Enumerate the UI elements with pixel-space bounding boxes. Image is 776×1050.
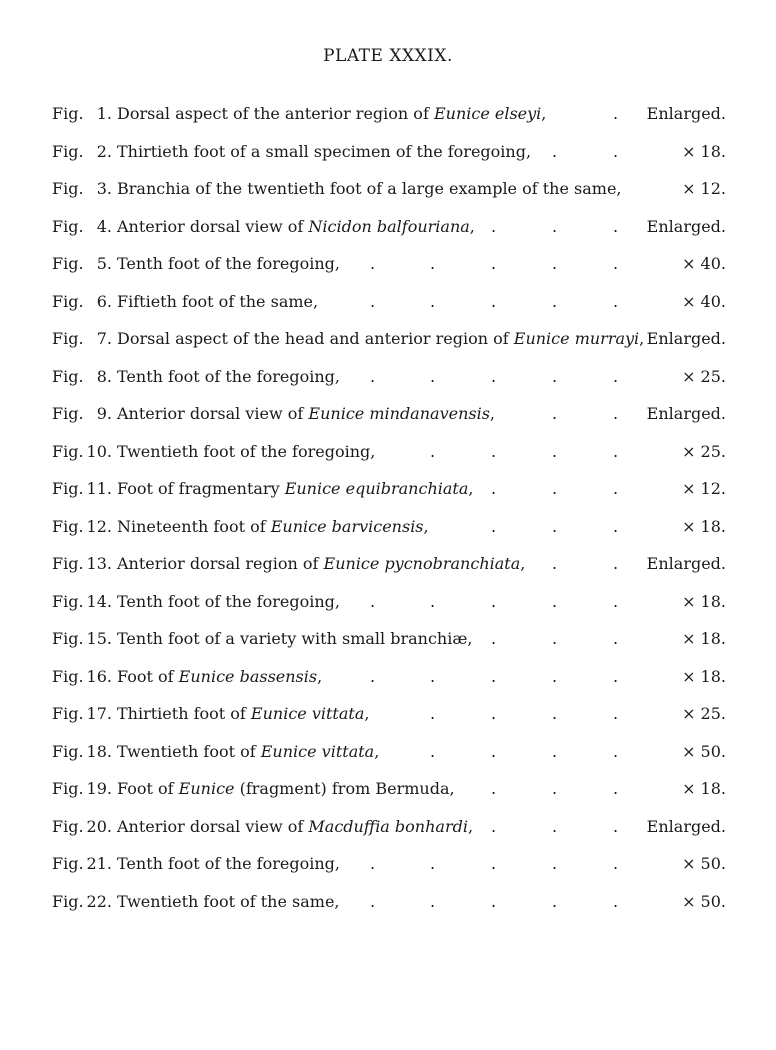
magnification: Enlarged.: [646, 329, 726, 348]
description-suffix: ,: [374, 741, 380, 761]
figure-description: [117, 663, 322, 691]
leader-dot: .: [370, 366, 376, 386]
fig-label: Fig.: [52, 554, 84, 573]
description-suffix: ,: [468, 479, 474, 498]
fig-label: Fig.: [52, 441, 84, 461]
leader-dot: .: [370, 291, 376, 311]
figure-number: 5.: [96, 254, 112, 273]
figure-number: 1.: [96, 104, 112, 123]
description-text: Fiftieth foot of the same,: [117, 291, 319, 311]
figure-number: 4.: [96, 216, 112, 236]
fig-label: Fig.: [52, 704, 84, 723]
figure-description: [117, 175, 622, 203]
figure-number: 9.: [96, 404, 112, 423]
figure-row: [0, 813, 776, 841]
figure-row: [0, 213, 776, 241]
leader-dot: .: [613, 254, 619, 273]
figure-number: 16.: [86, 666, 112, 686]
leader-dot: .: [430, 741, 436, 761]
leader-dot: .: [370, 254, 376, 273]
leader-dot: .: [613, 591, 619, 611]
figure-row: [0, 888, 776, 916]
leader-dot: .: [613, 666, 619, 686]
description-text: Anterior dorsal view of: [117, 816, 309, 836]
leader-dot: .: [552, 141, 558, 161]
magnification: × 18.: [682, 779, 726, 798]
magnification: × 25.: [682, 704, 726, 723]
fig-label: Fig.: [52, 666, 84, 686]
magnification: Enlarged.: [646, 404, 726, 423]
magnification: × 12.: [682, 479, 726, 498]
fig-label: Fig.: [52, 854, 84, 873]
magnification: × 50.: [682, 741, 726, 761]
figure-number: 21.: [86, 854, 112, 873]
figure-description: [117, 475, 473, 503]
leader-dot: .: [613, 854, 619, 873]
description-text: Twentieth foot of the same,: [117, 891, 340, 911]
figure-number: 14.: [86, 591, 112, 611]
leader-dot: .: [613, 479, 619, 498]
description-suffix: ,: [489, 404, 496, 423]
leader-dot: .: [552, 779, 558, 798]
leader-dot: .: [430, 891, 436, 911]
leader-dot: .: [430, 704, 436, 723]
species-name: Macduffia bonhardi: [308, 816, 468, 836]
fig-label: Fig.: [52, 629, 84, 648]
figure-row: [0, 138, 776, 166]
leader-dot: .: [430, 441, 436, 461]
figure-description: [117, 625, 472, 653]
leader-dot: .: [491, 516, 497, 536]
leader-dot: .: [552, 704, 558, 723]
species-name: Eunice murrayi: [513, 329, 640, 348]
leader-dot: .: [491, 366, 497, 386]
figure-number: 7.: [96, 329, 112, 348]
figure-row: [0, 250, 776, 278]
leader-dot: .: [552, 816, 558, 836]
magnification: × 18.: [682, 666, 726, 686]
figure-number: 8.: [96, 366, 112, 386]
description-suffix: ,: [317, 666, 323, 686]
figure-description: [117, 213, 475, 241]
figure-row: [0, 513, 776, 541]
leader-dot: .: [491, 441, 497, 461]
leader-dot: .: [613, 741, 619, 761]
figure-description: [117, 888, 340, 916]
fig-label: Fig.: [52, 779, 84, 798]
figure-row: [0, 288, 776, 316]
description-text: Dorsal aspect of the anterior region of: [117, 104, 434, 123]
magnification: × 18.: [682, 141, 726, 161]
figure-row: [0, 175, 776, 203]
figure-row: [0, 700, 776, 728]
fig-label: Fig.: [52, 516, 84, 536]
leader-dot: .: [552, 291, 558, 311]
figure-row: [0, 850, 776, 878]
species-name: Eunice bassensis: [178, 666, 318, 686]
fig-label: Fig.: [52, 254, 84, 273]
leader-dot: .: [491, 704, 497, 723]
leader-dot: .: [430, 591, 436, 611]
magnification: × 18.: [682, 516, 726, 536]
description-text: Tenth foot of the foregoing,: [117, 366, 340, 386]
description-suffix: ,: [639, 329, 645, 348]
figure-row: [0, 400, 776, 428]
description-suffix: ,: [467, 816, 474, 836]
fig-label: Fig.: [52, 404, 84, 423]
description-text: Thirtieth foot of: [117, 704, 251, 723]
leader-dot: .: [552, 741, 558, 761]
leader-dot: .: [430, 291, 436, 311]
leader-dot: .: [613, 516, 619, 536]
description-text: Twentieth foot of: [117, 741, 261, 761]
fig-label: Fig.: [52, 141, 84, 161]
fig-label: Fig.: [52, 816, 84, 836]
magnification: × 25.: [682, 441, 726, 461]
leader-dot: .: [491, 254, 497, 273]
leader-dot: .: [613, 366, 619, 386]
description-text: Dorsal aspect of the head and anterior region of: [117, 329, 514, 348]
magnification: × 40.: [682, 254, 726, 273]
description-text: Anterior dorsal region of: [117, 554, 324, 573]
description-text: Tenth foot of the foregoing,: [117, 854, 340, 873]
figure-description: [117, 100, 546, 128]
description-suffix: ,: [520, 554, 526, 573]
fig-label: Fig.: [52, 104, 84, 123]
figure-row: [0, 663, 776, 691]
magnification: × 25.: [682, 366, 726, 386]
species-name: Eunice vittata: [250, 704, 365, 723]
description-text: Foot of fragmentary: [117, 479, 285, 498]
magnification: × 12.: [682, 179, 726, 198]
leader-dot: .: [552, 516, 558, 536]
leader-dot: .: [370, 854, 376, 873]
figure-row: [0, 325, 776, 353]
figure-row: [0, 588, 776, 616]
leader-dot: .: [552, 554, 558, 573]
magnification: Enlarged.: [646, 554, 726, 573]
figure-description: [117, 325, 644, 353]
leader-dot: .: [613, 816, 619, 836]
figure-number: 22.: [86, 891, 112, 911]
leader-dot: .: [613, 891, 619, 911]
description-text: Anterior dorsal view of: [117, 404, 309, 423]
leader-dot: .: [613, 554, 619, 573]
figure-number: 3.: [96, 179, 112, 198]
description-text: Tenth foot of a variety with small branchiæ,: [117, 629, 473, 648]
description-text: Nineteenth foot of: [117, 516, 271, 536]
figure-description: [117, 438, 375, 466]
figure-description: [117, 513, 429, 541]
figure-number: 15.: [86, 629, 112, 648]
leader-dot: .: [491, 779, 497, 798]
description-text: Branchia of the twentieth foot of a large example of the same,: [117, 179, 622, 198]
magnification: Enlarged.: [646, 816, 726, 836]
leader-dot: .: [613, 104, 619, 123]
figure-description: [117, 400, 495, 428]
figure-description: [117, 738, 379, 766]
leader-dot: .: [491, 291, 497, 311]
magnification: Enlarged.: [646, 104, 726, 123]
figure-description: [117, 850, 340, 878]
leader-dot: .: [613, 441, 619, 461]
figure-row: [0, 738, 776, 766]
leader-dot: .: [552, 629, 558, 648]
species-name: Eunice barvicensis: [270, 516, 424, 536]
figure-number: 20.: [86, 816, 112, 836]
species-name: Nicidon balfouriana: [308, 216, 470, 236]
description-text: Twentieth foot of the foregoing,: [117, 441, 376, 461]
description-text: Tenth foot of the foregoing,: [117, 591, 340, 611]
leader-dot: .: [491, 479, 497, 498]
fig-label: Fig.: [52, 291, 84, 311]
description-text: Foot of: [117, 779, 179, 798]
figure-number: 2.: [96, 141, 112, 161]
leader-dot: .: [613, 629, 619, 648]
species-name: Eunice vittata: [260, 741, 375, 761]
figure-row: [0, 100, 776, 128]
leader-dot: .: [552, 404, 558, 423]
figure-description: [117, 588, 340, 616]
leader-dot: .: [491, 666, 497, 686]
leader-dot: .: [552, 666, 558, 686]
leader-dot: .: [613, 779, 619, 798]
plate-title: PLATE XXXIX.: [323, 46, 453, 66]
figure-description: [117, 700, 369, 728]
leader-dot: .: [552, 854, 558, 873]
figure-row: [0, 475, 776, 503]
fig-label: Fig.: [52, 479, 84, 498]
leader-dot: .: [552, 591, 558, 611]
description-suffix: ,: [469, 216, 475, 236]
leader-dot: .: [613, 704, 619, 723]
fig-label: Fig.: [52, 216, 84, 236]
figure-number: 17.: [86, 704, 112, 723]
leader-dot: .: [552, 254, 558, 273]
figure-description: [117, 288, 318, 316]
leader-dot: .: [491, 816, 497, 836]
leader-dot: .: [552, 366, 558, 386]
magnification: × 40.: [682, 291, 726, 311]
figure-number: 13.: [86, 554, 112, 573]
leader-dot: .: [552, 216, 558, 236]
fig-label: Fig.: [52, 329, 84, 348]
leader-dot: .: [613, 404, 619, 423]
species-name: Eunice pycnobranchiata: [323, 554, 521, 573]
species-name: Eunice elseyi: [433, 104, 542, 123]
figure-number: 6.: [96, 291, 112, 311]
figure-description: [117, 250, 340, 278]
magnification: × 50.: [682, 854, 726, 873]
figure-description: [117, 363, 340, 391]
species-name: Eunice: [178, 779, 235, 798]
description-text: Foot of: [117, 666, 179, 686]
figure-row: [0, 550, 776, 578]
description-suffix: ,: [423, 516, 429, 536]
figure-number: 11.: [86, 479, 112, 498]
description-text: Thirtieth foot of a small specimen of the foregoing,: [117, 141, 532, 161]
figure-number: 10.: [86, 441, 112, 461]
description-text: Anterior dorsal view of: [117, 216, 309, 236]
description-text: Tenth foot of the foregoing,: [117, 254, 340, 273]
leader-dot: .: [613, 291, 619, 311]
fig-label: Fig.: [52, 891, 84, 911]
figure-description: [117, 138, 531, 166]
leader-dot: .: [430, 254, 436, 273]
leader-dot: .: [552, 891, 558, 911]
leader-dot: .: [491, 629, 497, 648]
leader-dot: .: [491, 891, 497, 911]
magnification: Enlarged.: [646, 216, 726, 236]
figure-number: 19.: [86, 779, 112, 798]
leader-dot: .: [552, 479, 558, 498]
figure-description: [117, 550, 525, 578]
leader-dot: .: [370, 591, 376, 611]
figure-row: [0, 438, 776, 466]
description-suffix: (fragment) from Bermuda,: [234, 779, 455, 798]
leader-dot: .: [613, 141, 619, 161]
figure-number: 12.: [86, 516, 112, 536]
fig-label: Fig.: [52, 179, 84, 198]
figure-number: 18.: [86, 741, 112, 761]
fig-label: Fig.: [52, 591, 84, 611]
figure-row: [0, 363, 776, 391]
magnification: × 18.: [682, 591, 726, 611]
leader-dot: .: [613, 216, 619, 236]
leader-dot: .: [430, 666, 436, 686]
leader-dot: .: [491, 216, 497, 236]
figure-description: [117, 775, 455, 803]
leader-dot: .: [491, 591, 497, 611]
leader-dot: .: [370, 891, 376, 911]
fig-label: Fig.: [52, 366, 84, 386]
magnification: × 50.: [682, 891, 726, 911]
fig-label: Fig.: [52, 741, 84, 761]
leader-dot: .: [552, 441, 558, 461]
magnification: × 18.: [682, 629, 726, 648]
figure-row: [0, 775, 776, 803]
figure-row: [0, 625, 776, 653]
leader-dot: .: [430, 854, 436, 873]
description-suffix: ,: [364, 704, 370, 723]
figure-description: [117, 813, 473, 841]
leader-dot: .: [370, 666, 376, 686]
description-suffix: ,: [541, 104, 547, 123]
species-name: Eunice mindanavensis: [308, 404, 490, 423]
leader-dot: .: [491, 854, 497, 873]
leader-dot: .: [430, 366, 436, 386]
species-name: Eunice equibranchiata: [284, 479, 469, 498]
leader-dot: .: [491, 741, 497, 761]
